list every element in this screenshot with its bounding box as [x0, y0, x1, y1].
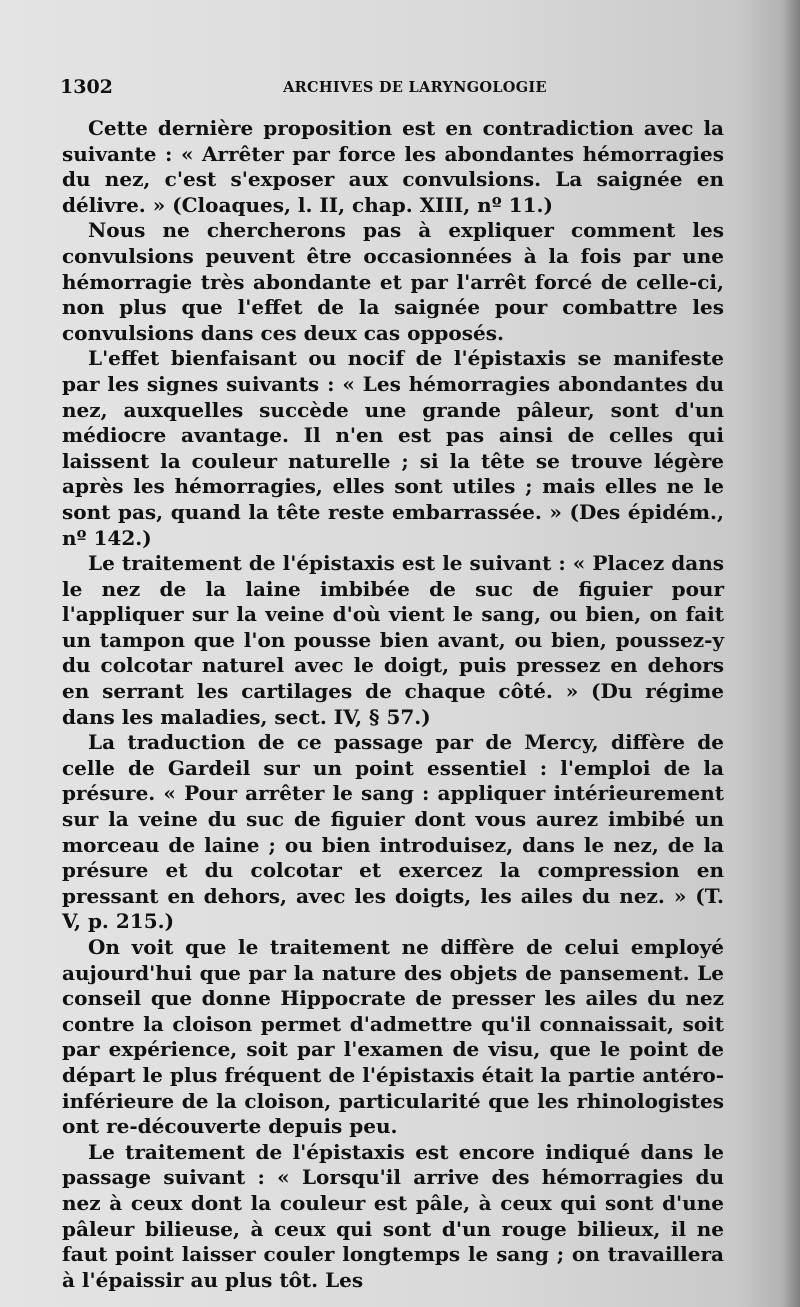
page-header — [60, 76, 740, 100]
page-number: 1302 — [60, 76, 113, 98]
paragraph-2: Nous ne chercherons pas à expliquer comment les convulsions peuvent être occasionnées à la fois par une hémorragie très abondante et par l'arrêt forcé de celle-ci, non plus que l'effet de la saignée pour combattre les convulsions dans ces deux cas opposés. — [62, 218, 724, 345]
paragraph-3: L'effet bienfaisant ou nocif de l'épistaxis se manifeste par les signes suivants : « Les hémorragies abondantes du nez, auxquelles succède une grande pâleur, sont d'un médiocre avantage. Il n'en est pas ainsi de celles qui laissent la couleur naturelle ; si la tête se trouve légère après les hémorragies, elles sont utiles ; mais elles ne le sont pas, quand la tête reste embarrassée. » (Des épidém., nº 142.) — [62, 346, 724, 550]
body-text — [62, 116, 724, 1293]
running-head: ARCHIVES DE LARYNGOLOGIE — [283, 79, 547, 96]
page-gutter-shadow — [782, 0, 800, 1307]
paragraph-6: On voit que le traitement ne diffère de celui employé aujourd'hui que par la nature des objets de pansement. Le conseil que donne Hippocrate de presser les ailes du nez contre la cloison permet d'admettre qu'il connaissait, soit par expérience, soit par l'examen de visu, que le point de départ le plus fréquent de l'épistaxis était la partie antéro-inférieure de la cloison, particularité que les rhinologistes ont re-découverte depuis peu. — [62, 935, 724, 1139]
paragraph-7: Le traitement de l'épistaxis est encore indiqué dans le passage suivant : « Lorsqu'il arrive des hémorragies du nez à ceux dont la couleur est pâle, à ceux qui sont d'une pâleur bilieuse, à ceux qui sont d'un rouge bilieux, il ne faut point laisser couler longtemps le sang ; on travaillera à l'épaissir au plus tôt. Les — [62, 1139, 724, 1292]
paragraph-5: La traduction de ce passage par de Mercy, diffère de celle de Gardeil sur un point essentiel : l'emploi de la présure. « Pour arrêter le sang : appliquer intérieurement sur la veine du suc de figuier dont vous aurez imbibé un morceau de laine ; ou bien introduisez, dans le nez, de la présure et du colcotar et exercez la compression en pressant en dehors, avec les doigts, les ailes du nez. » (T. V, p. 215.) — [62, 730, 724, 934]
paragraph-1: Cette dernière proposition est en contradiction avec la suivante : « Arrêter par force les abondantes hémorragies du nez, c'est s'exposer aux convulsions. La saignée en délivre. » (Cloaques, l. II, chap. XIII, nº 11.) — [62, 116, 724, 217]
paragraph-4: Le traitement de l'épistaxis est le suivant : « Placez dans le nez de la laine imbibée de suc de figuier pour l'appliquer sur la veine d'où vient le sang, ou bien, on fait un tampon que l'on pousse bien avant, ou bien, poussez-y du colcotar naturel avec le doigt, puis pressez en dehors en serrant les cartilages de chaque côté. » (Du régime dans les maladies, sect. IV, § 57.) — [62, 551, 724, 729]
